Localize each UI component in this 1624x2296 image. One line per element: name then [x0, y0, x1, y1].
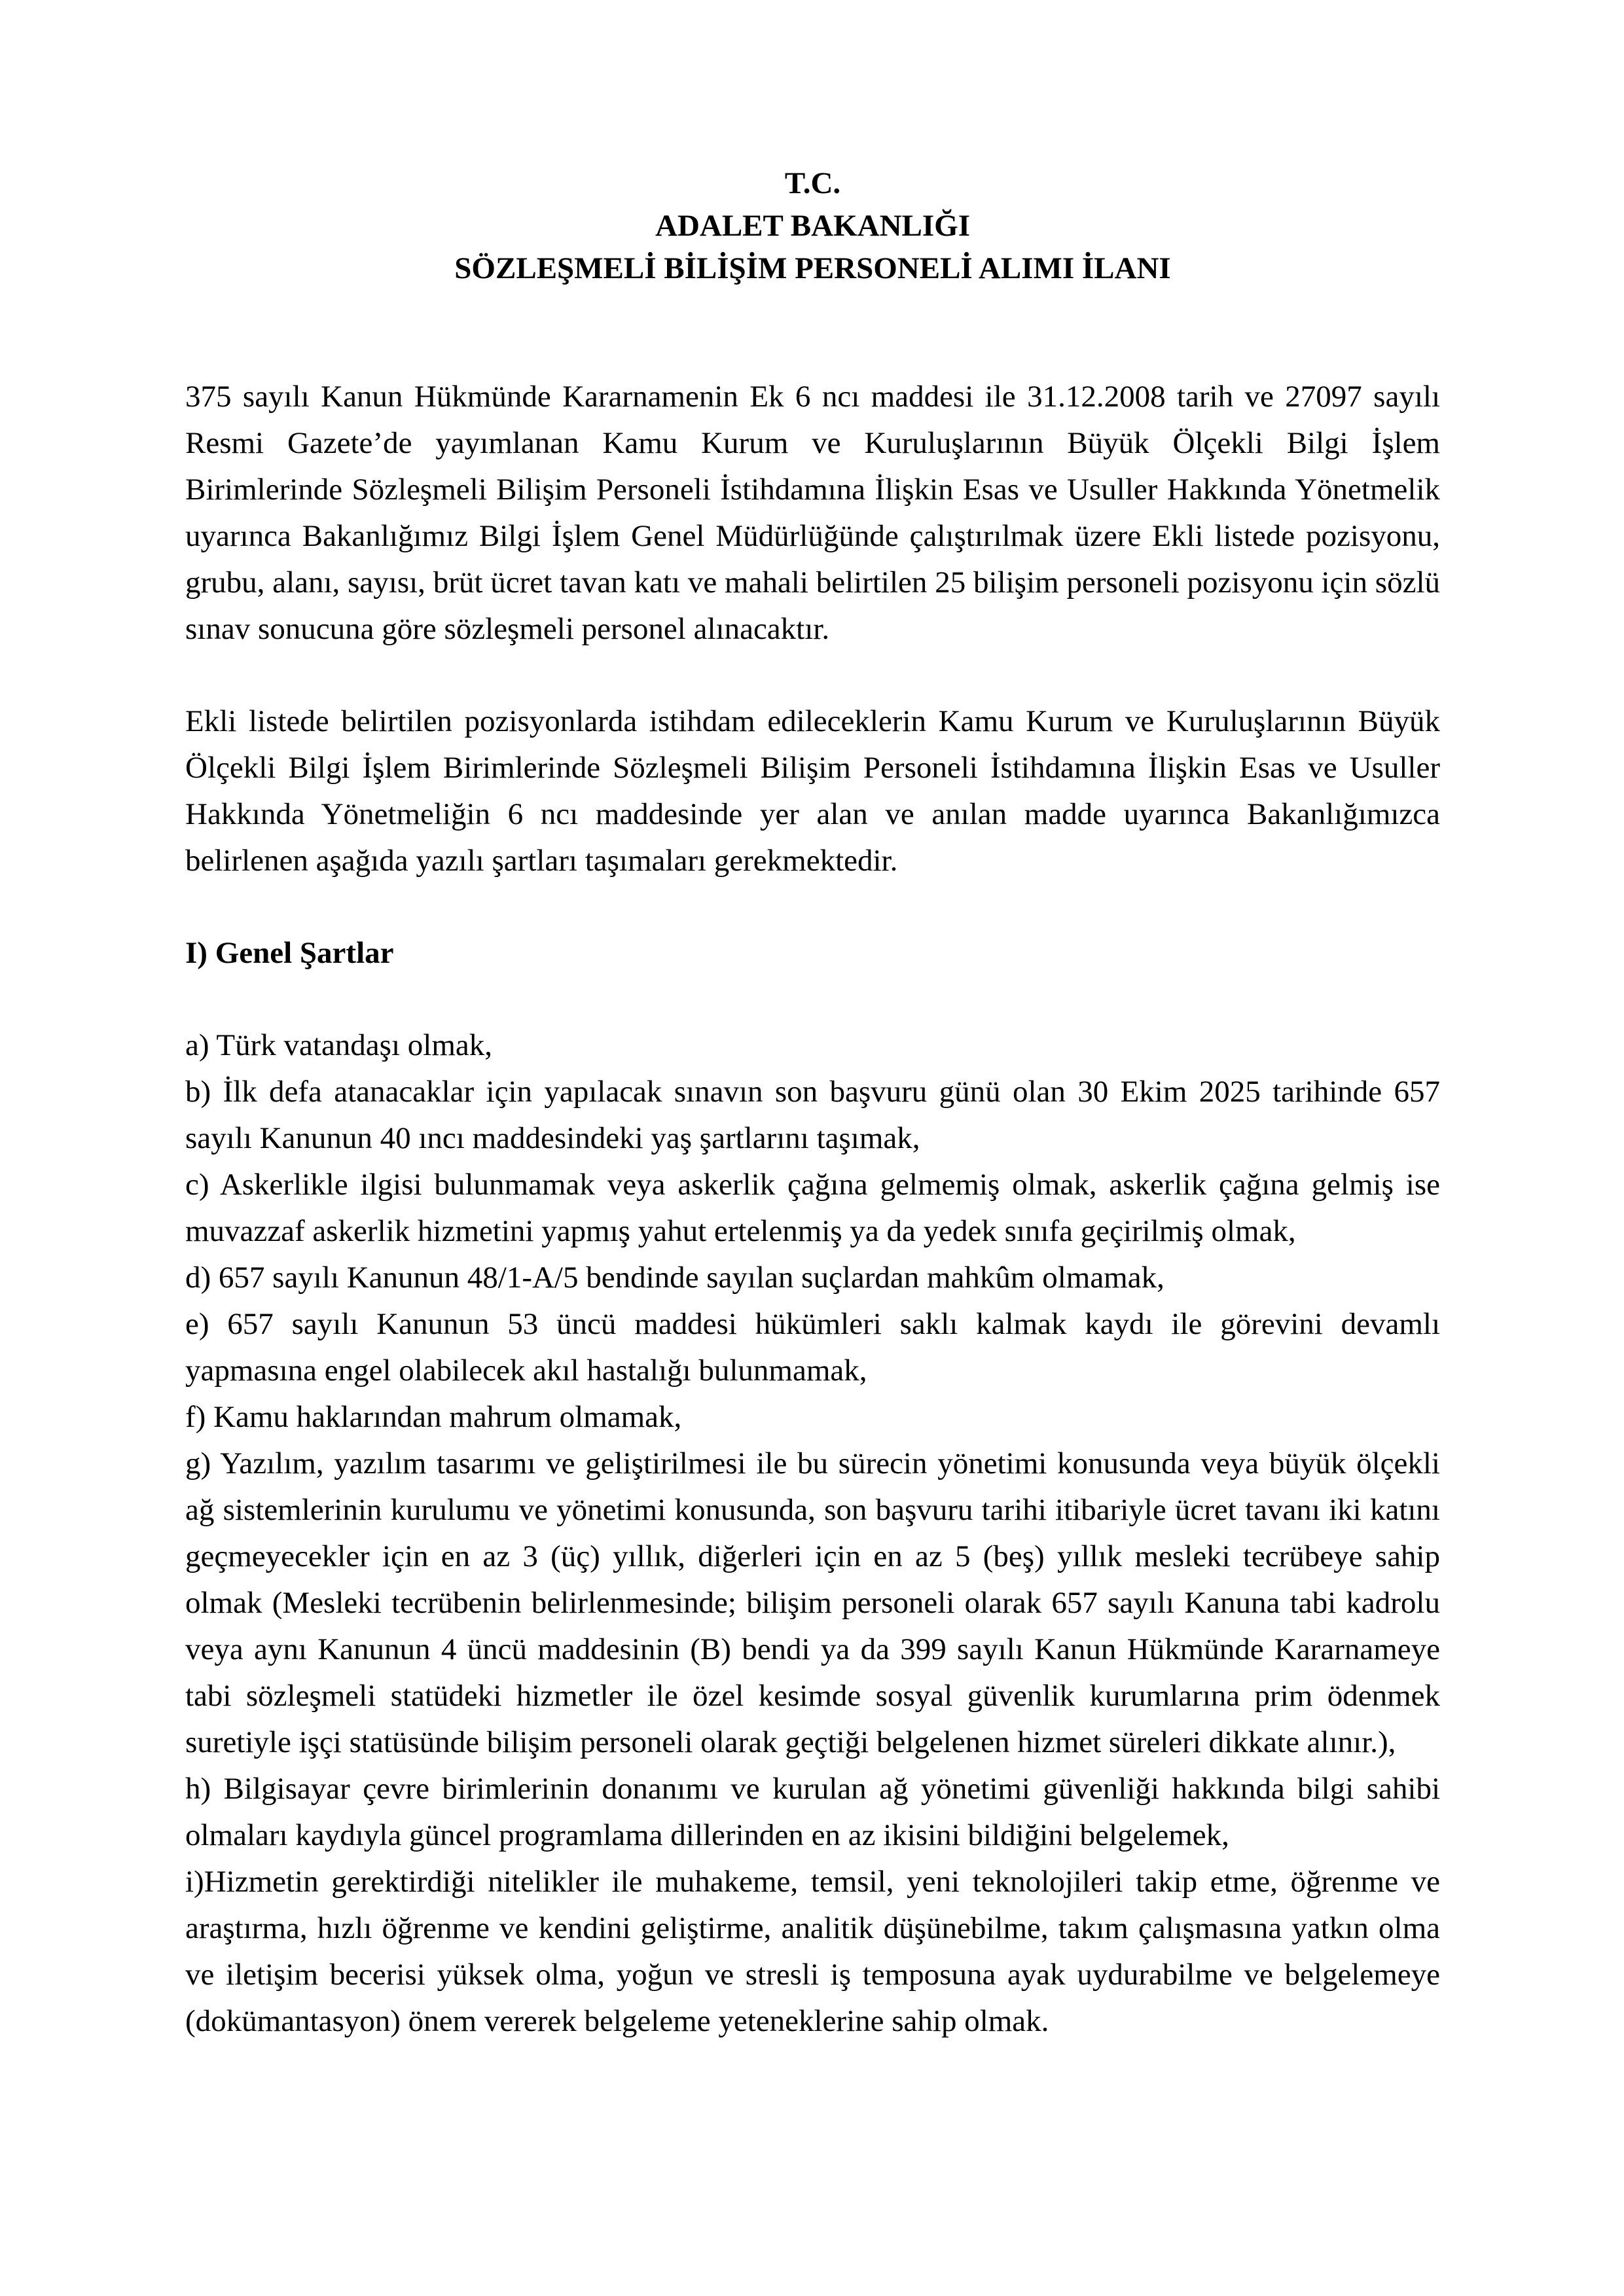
condition-item-e: e) 657 sayılı Kanunun 53 üncü maddesi hükümleri saklı kalmak kaydı ile görevini devamlı yapmasına engel olabilecek akıl hastalığı bulunmamak,: [185, 1307, 1440, 1388]
condition-item-d: d) 657 sayılı Kanunun 48/1-A/5 bendinde sayılan suçlardan mahkûm olmamak,: [185, 1261, 1164, 1295]
section-heading-general-conditions: I) Genel Şartlar: [185, 936, 394, 970]
header-line-tc: T.C.: [784, 166, 841, 200]
condition-item-a: a) Türk vatandaşı olmak,: [185, 1028, 492, 1062]
condition-item-c: c) Askerlikle ilgisi bulunmamak veya askerlik çağına gelmemiş olmak, askerlik çağına gelmiş ise muvazzaf askerlik hizmetini yapmış yahut ertelenmiş ya da yedek sınıfa geçirilmiş olmak,: [185, 1168, 1440, 1248]
condition-item-h: h) Bilgisayar çevre birimlerinin donanımı ve kurulan ağ yönetimi güvenliği hakkında bilgi sahibi olmaları kaydıyla güncel programlama dillerinden en az ikisini bildiğini belgelemek,: [185, 1772, 1440, 1852]
intro-paragraph-2: Ekli listede belirtilen pozisyonlarda istihdam edileceklerin Kamu Kurum ve Kuruluşlarının Büyük Ölçekli Bilgi İşlem Birimlerinde Sözleşmeli Bilişim Personeli İstihdamına İlişkin Esas ve Usuller Hakkında Yönetmeliğin 6 ncı maddesinde yer alan ve anılan madde uyarınca Bakanlığımızca belirlenen aşağıda yazılı şartları taşımaları gerekmektedir.: [185, 704, 1440, 878]
header-line-ministry: ADALET BAKANLIĞI: [655, 209, 970, 243]
document-content: [185, 162, 1440, 2045]
header-line-announcement-title: SÖZLEŞMELİ BİLİŞİM PERSONELİ ALIMI İLANI: [454, 251, 1171, 285]
condition-item-f: f) Kamu haklarından mahrum olmamak,: [185, 1400, 682, 1434]
condition-item-g: g) Yazılım, yazılım tasarımı ve geliştirilmesi ile bu sürecin yönetimi konusunda veya büyük ölçekli ağ sistemlerinin kurulumu ve yönetimi konusunda, son başvuru tarihi itibariyle ücret tavanı iki katını geçmeyecekler için en az 3 (üç) yıllık, diğerleri için en az 5 (beş) yıllık mesleki tecrübeye sahip olmak (Mesleki tecrübenin belirlenmesinde; bilişim personeli olarak 657 sayılı Kanuna tabi kadrolu veya aynı Kanunun 4 üncü maddesinin (B) bendi ya da 399 sayılı Kanun Hükmünde Kararnameye tabi sözleşmeli statüdeki hizmetler ile özel kesimde sosyal güvenlik kurumlarına prim ödenmek suretiyle işçi statüsünde bilişim personeli olarak geçtiği belgelenen hizmet süreleri dikkate alınır.),: [185, 1446, 1440, 1759]
general-conditions-list: [185, 1022, 1440, 2045]
intro-paragraph-1: 375 sayılı Kanun Hükmünde Kararnamenin Ek 6 ncı maddesi ile 31.12.2008 tarih ve 27097 sayılı Resmi Gazete’de yayımlanan Kamu Kurum ve Kuruluşlarının Büyük Ölçekli Bilgi İşlem Birimlerinde Sözleşmeli Bilişim Personeli İstihdamına İlişkin Esas ve Usuller Hakkında Yönetmelik uyarınca Bakanlığımız Bilgi İşlem Genel Müdürlüğünde çalıştırılmak üzere Ekli listede pozisyonu, grubu, alanı, sayısı, brüt ücret tavan katı ve mahali belirtilen 25 bilişim personeli pozisyonu için sözlü sınav sonucuna göre sözleşmeli personel alınacaktır.: [185, 380, 1440, 646]
document-header: [185, 162, 1440, 290]
condition-item-i: i)Hizmetin gerektirdiği nitelikler ile muhakeme, temsil, yeni teknolojileri takip etme, öğrenme ve araştırma, hızlı öğrenme ve kendini geliştirme, analitik düşünebilme, takım çalışmasına yatkın olma ve iletişim becerisi yüksek olma, yoğun ve stresli iş temposuna ayak uydurabilme ve belgelemeye (dokümantasyon) önem vererek belgeleme yeteneklerine sahip olmak.: [185, 1865, 1440, 2038]
condition-item-b: b) İlk defa atanacaklar için yapılacak sınavın son başvuru günü olan 30 Ekim 2025 tarihinde 657 sayılı Kanunun 40 ıncı maddesindeki yaş şartlarını taşımak,: [185, 1075, 1440, 1155]
